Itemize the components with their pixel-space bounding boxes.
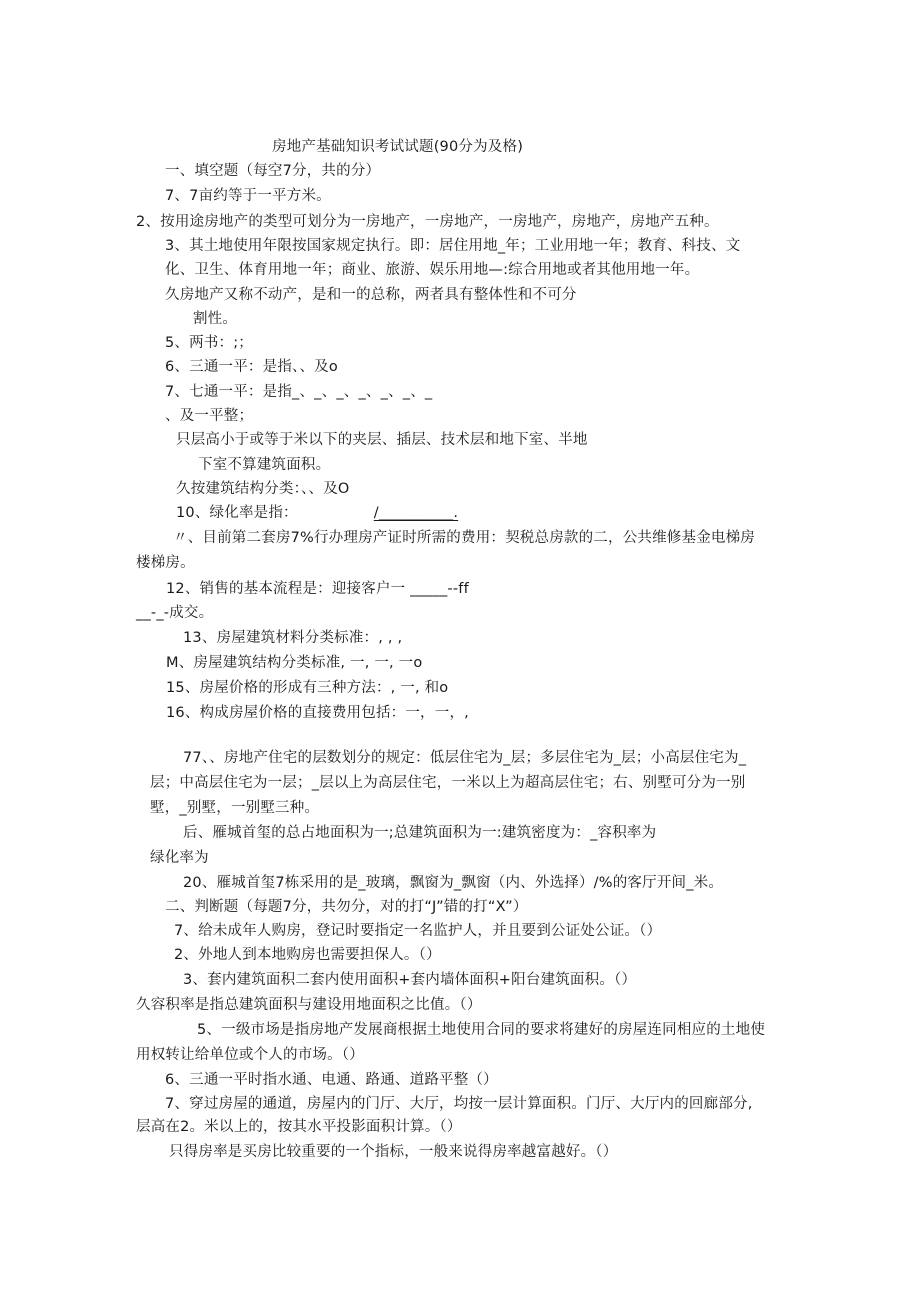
question-17-line-2: 层；中高层住宅为一层；_层以上为高层住宅，一米以上为超高层住宅；右、别墅可分为一别 xyxy=(150,775,746,791)
question-1: 7、7亩约等于一平方米。 xyxy=(165,188,331,204)
question-11-line-2: 楼梯房。 xyxy=(136,555,195,571)
question-4-line-1: 久房地产又称不动产，是和一的总称，两者具有整体性和不可分 xyxy=(165,287,577,303)
question-2: 2、按用途房地产的类型可划分为一房地产，一房地产，一房地产，房地产，房地产五种。 xyxy=(136,214,719,230)
judgement-7-line-2: 层高在2。米以上的，按其水平投影面积计算。（） xyxy=(136,1119,462,1135)
question-15: 15、房屋价格的形成有三种方法：, 一, 和o xyxy=(166,680,449,696)
question-10 xyxy=(176,503,458,523)
question-7-line-2: 、及一平整； xyxy=(165,408,254,424)
judgement-7-line-1: 7、穿过房屋的通道，房屋内的门厅、大厅，均按一层计算面积。门厅、大厅内的回廊部分, xyxy=(165,1096,753,1112)
judgement-5-line-1: 5、一级市场是指房地产发展商根据土地使用合同的要求将建好的房屋连同相应的土地使 xyxy=(197,1022,766,1038)
question-9: 久按建筑结构分类：、、及O xyxy=(176,481,350,497)
question-3-line-1: 3、其土地使用年限按国家规定执行。即：居住用地_年；工业用地一年；教育、科技、文 xyxy=(165,238,741,254)
question-6: 6、三通一平：是指、、及o xyxy=(165,359,338,375)
judgement-6: 6、三通一平时指水通、电通、路通、道路平整（） xyxy=(165,1072,498,1088)
question-16: 16、构成房屋价格的直接费用包括：一，一，, xyxy=(166,705,469,721)
question-10-blank: /__________. xyxy=(373,505,459,521)
question-4-line-2: 割性。 xyxy=(193,311,238,327)
question-5: 5、两书：;； xyxy=(165,335,254,351)
question-10-text: 10、绿化率是指： xyxy=(176,505,298,521)
question-12-line-1: 12、销售的基本流程是：迎接客户一 _____--ff xyxy=(166,581,469,597)
judgement-8: 只得房率是买房比较重要的一个指标，一般来说得房率越富越好。（） xyxy=(169,1144,618,1160)
question-18-line-1: 后、雁城首玺的总占地面积为一;总建筑面积为一:建筑密度为：_容积率为 xyxy=(183,825,657,841)
question-3-line-2: 化、卫生、体育用地一年；商业、旅游、娱乐用地—:综合用地或者其他用地一年。 xyxy=(165,262,700,278)
question-13: 13、房屋建筑材料分类标准：, , , xyxy=(183,630,403,646)
question-17-line-1: 77、、房地产住宅的层数划分的规定：低层住宅为_层；多层住宅为_层；小高层住宅为_ xyxy=(183,750,747,766)
question-11-line-1: 〃、目前第二套房7%行办理房产证时所需的费用：契税总房款的二，公共维修基金电梯房 xyxy=(173,530,755,546)
question-14: M、房屋建筑结构分类标准, 一, 一, 一o xyxy=(166,655,423,671)
section-heading-true-false: 二、判断题（每题7分，共勿分，对的打“J”错的打“X”） xyxy=(165,899,528,915)
judgement-1: 7、给未成年人购房，登记时要指定一名监护人，并且要到公证处公证。（） xyxy=(174,923,662,939)
question-8-line-2: 下室不算建筑面积。 xyxy=(198,457,331,473)
question-17-line-3: 墅，_别墅，一别墅三种。 xyxy=(150,800,320,816)
question-18-line-2: 绿化率为 xyxy=(150,850,209,866)
judgement-5-line-2: 用权转让给单位或个人的市场。（） xyxy=(136,1047,364,1063)
judgement-3: 3、套内建筑面积二套内使用面积+套内墙体面积+阳台建筑面积。（） xyxy=(183,972,637,988)
question-7-line-1: 7、七通一平：是指_、_、_、_、_、_、_ xyxy=(165,384,433,400)
question-12-line-2: __-_-成交。 xyxy=(136,605,214,621)
exam-title: 房地产基础知识考试试题(90分为及格) xyxy=(272,139,524,155)
section-heading-fill-in: 一、填空题（每空7分，共的分） xyxy=(165,163,381,179)
question-20: 20、雁城首玺7栋采用的是_玻璃，飘窗为_飘窗（内、外选择）/%的客厅开间_米。 xyxy=(183,875,724,891)
judgement-2: 2、外地人到本地购房也需要担保人。（） xyxy=(174,947,441,963)
judgement-4: 久容积率是指总建筑面积与建设用地面积之比值。（） xyxy=(136,997,482,1013)
question-8-line-1: 只层高小于或等于米以下的夹层、插层、技术层和地下室、半地 xyxy=(176,432,588,448)
